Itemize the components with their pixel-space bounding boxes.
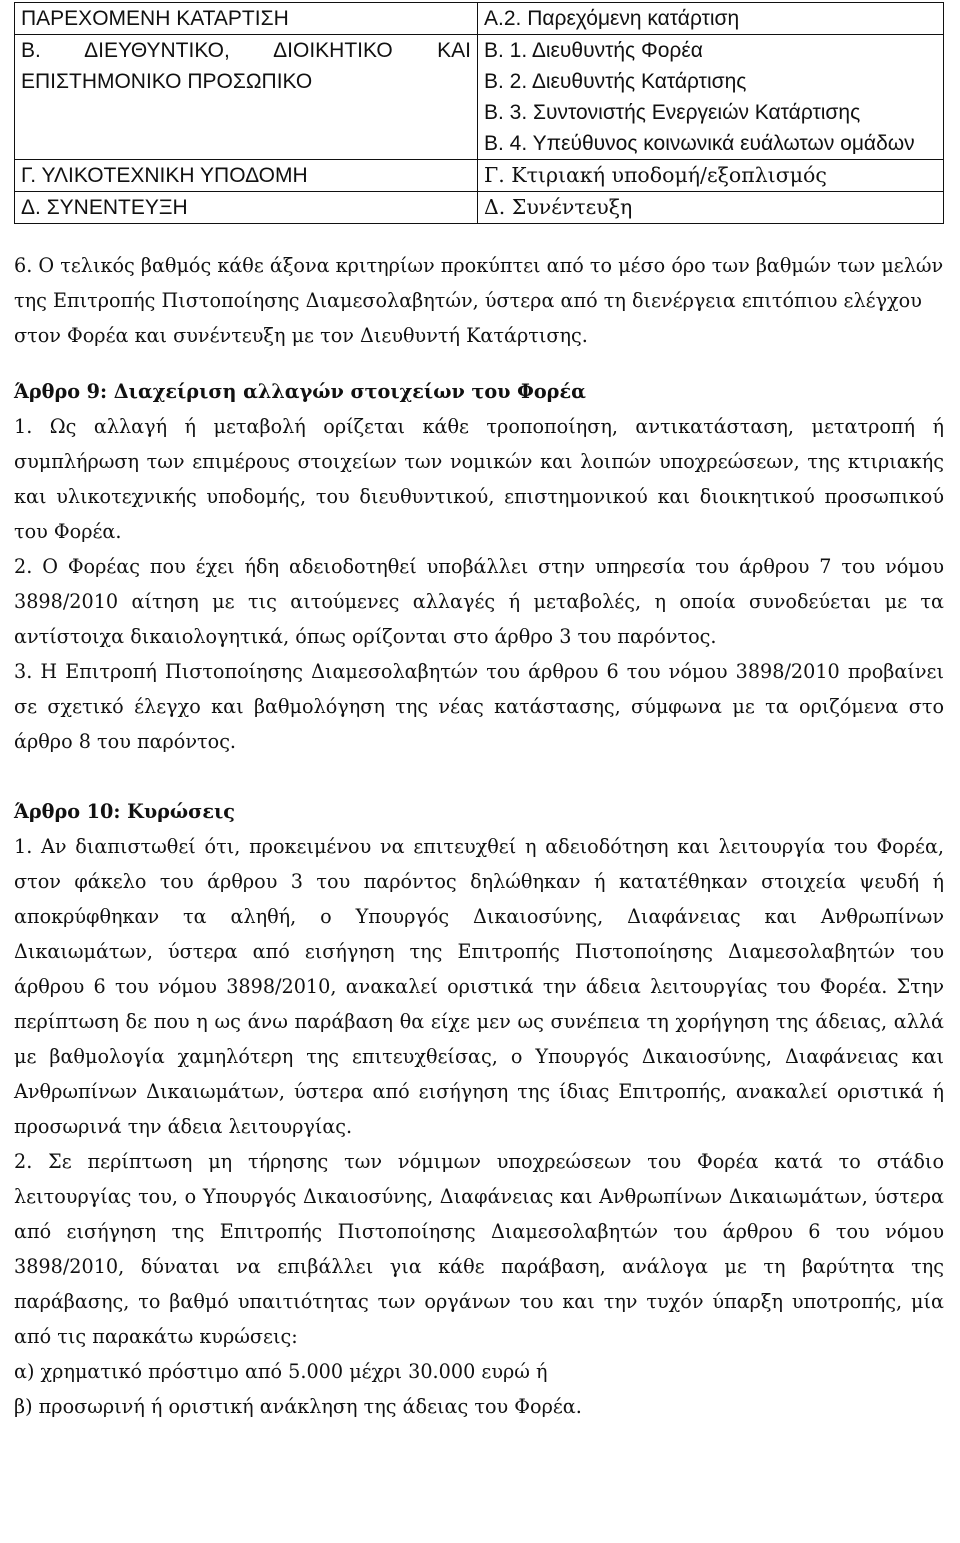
table-item: Β. 1. Διευθυντής Φορέα (484, 39, 703, 62)
document-body (14, 248, 944, 1424)
table-row (15, 160, 944, 192)
table-item: Δ. Συνέντευξη (484, 195, 633, 219)
table-cell-items (478, 160, 944, 192)
article-10-item-a: α) χρηματικό πρόστιμο από 5.000 μέχρι 30.000 ευρώ ή (14, 1360, 548, 1383)
document-page (14, 0, 944, 1424)
table-item: Β. 2. Διευθυντής Κατάρτισης (484, 70, 747, 93)
table-cell-items (478, 3, 944, 35)
table-cell-category: Γ. ΥΛΙΚΟΤΕΧΝΙΚΗ ΥΠΟΔΟΜΗ (15, 160, 478, 192)
article-9-paragraph-1: 1. Ως αλλαγή ή μεταβολή ορίζεται κάθε τροποποίηση, αντικατάσταση, μετατροπή ή συμπλήρωση των επιμέρους στοιχείων των νομικών και λοιπών υποχρεώσεων, της κτιριακής και υλικοτεχνικής υποδομής, του διευθυντικού, επιστημονικού και διοικητικού προσωπικού του Φορέα. (14, 415, 944, 543)
article-10-paragraph-2: 2. Σε περίπτωση μη τήρησης των νόμιμων υποχρεώσεων του Φορέα κατά το στάδιο λειτουργίας του, ο Υπουργός Δικαιοσύνης, Διαφάνειας και Ανθρωπίνων Δικαιωμάτων, ύστερα από εισήγηση της Επιτροπής Πιστοποίησης Διαμεσολαβητών του άρθρου 6 του νόμου 3898/2010, δύναται να επιβάλλει για κάθε παράβαση, ανάλογα με τη βαρύτητα της παράβασης, το βαθμό υπαιτιότητας των οργάνων του και την τυχόν ύπαρξη υποτροπής, μία από τις παρακάτω κυρώσεις: (14, 1150, 944, 1348)
table-cell-category: Β. ΔΙΕΥΘΥΝΤΙΚΟ, ΔΙΟΙΚΗΤΙΚΟ ΚΑΙ ΕΠΙΣΤΗΜΟΝΙΚΟ ΠΡΟΣΩΠΙΚΟ (15, 35, 478, 160)
paragraph-6: 6. Ο τελικός βαθμός κάθε άξονα κριτηρίων προκύπτει από το μέσο όρο των βαθμών των μελών της Επιτροπής Πιστοποίησης Διαμεσολαβητών, ύστερα από τη διενέργεια επιτόπιου ελέγχου στον Φορέα και συνέντευξη με τον Διευθυντή Κατάρτισης. (14, 254, 944, 347)
criteria-table (14, 2, 944, 224)
table-row (15, 192, 944, 224)
table-cell-items (478, 35, 944, 160)
article-10-item-b: β) προσωρινή ή οριστική ανάκληση της άδειας του Φορέα. (14, 1395, 582, 1418)
article-9-heading: Άρθρο 9: Διαχείριση αλλαγών στοιχείων του Φορέα (14, 380, 586, 403)
table-item: Γ. Κτιριακή υποδομή/εξοπλισμός (484, 163, 827, 187)
article-9-paragraph-3: 3. Η Επιτροπή Πιστοποίησης Διαμεσολαβητών του άρθρου 6 του νόμου 3898/2010 προβαίνει σε σχετικό έλεγχο και βαθμολόγηση της νέας κατάστασης, σύμφωνα με τα οριζόμενα στο άρθρο 8 του παρόντος. (14, 660, 944, 753)
table-cell-items (478, 192, 944, 224)
table-row (15, 3, 944, 35)
table-row (15, 35, 944, 160)
article-10-heading: Άρθρο 10: Κυρώσεις (14, 800, 235, 823)
table-cell-category: ΠΑΡΕΧΟΜΕΝΗ ΚΑΤΑΡΤΙΣΗ (15, 3, 478, 35)
article-9-paragraph-2: 2. Ο Φορέας που έχει ήδη αδειοδοτηθεί υποβάλλει στην υπηρεσία του άρθρου 7 του νόμου 3898/2010 αίτηση με τις αιτούμενες αλλαγές ή μεταβολές, η οποία συνοδεύεται με τα αντίστοιχα δικαιολογητικά, όπως ορίζονται στο άρθρο 3 του παρόντος. (14, 555, 944, 648)
article-10-paragraph-1: 1. Αν διαπιστωθεί ότι, προκειμένου να επιτευχθεί η αδειοδότηση και λειτουργία του Φορέα, στον φάκελο του άρθρου 3 του παρόντος δηλώθηκαν ή κατατέθηκαν στοιχεία ψευδή ή αποκρύφθηκαν τα αληθή, ο Υπουργός Δικαιοσύνης, Διαφάνειας και Ανθρωπίνων Δικαιωμάτων, ύστερα από εισήγηση της Επιτροπής Πιστοποίησης Διαμεσολαβητών του άρθρου 6 του νόμου 3898/2010, ανακαλεί οριστικά την άδεια λειτουργίας του Φορέα. Στην περίπτωση δε που η ως άνω παράβαση θα είχε μεν ως συνέπεια τη χορήγηση της άδειας, αλλά με βαθμολογία χαμηλότερη της επιτευχθείσας, ο Υπουργός Δικαιοσύνης, Διαφάνειας και Ανθρωπίνων Δικαιωμάτων, ύστερα από εισήγηση της ίδιας Επιτροπής, ανακαλεί οριστικά ή προσωρινά την άδεια λειτουργίας. (14, 835, 944, 1138)
table-item: Α.2. Παρεχόμενη κατάρτιση (484, 7, 740, 30)
table-item: Β. 3. Συντονιστής Ενεργειών Κατάρτισης (484, 101, 861, 124)
table-cell-category: Δ. ΣΥΝΕΝΤΕΥΞΗ (15, 192, 478, 224)
table-item: Β. 4. Υπεύθυνος κοινωνικά ευάλωτων ομάδων (484, 132, 915, 155)
